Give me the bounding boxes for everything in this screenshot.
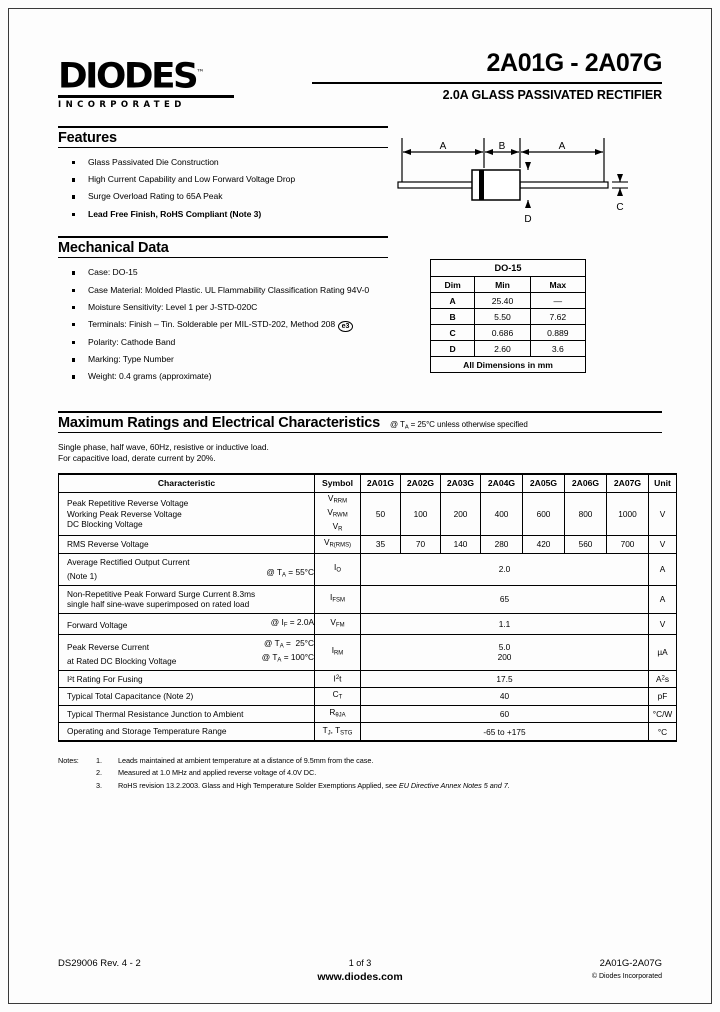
table-row [59, 688, 677, 706]
footer-center [260, 958, 460, 983]
note-text: Measured at 1.0 MHz and applied reverse voltage of 4.0V DC. [118, 768, 317, 778]
value-2a01g: 50 [361, 492, 401, 535]
value-2a01g: 35 [361, 536, 401, 554]
mechanical-list [58, 267, 388, 383]
features-heading-block [58, 126, 388, 148]
dim-cell: C [431, 325, 475, 341]
list-item [58, 319, 388, 332]
ratings-rule-bottom [58, 432, 662, 433]
value-2a07g: 700 [607, 536, 649, 554]
row-condition: @ $T_A = 25^\circ C$ [264, 637, 314, 650]
list-item: Case Material: Molded Plastic. UL Flammability Classification Rating 94V-0 [58, 285, 388, 297]
dim-col-header: Min [475, 277, 530, 293]
value-all-parts: 17.5 [361, 670, 649, 688]
preamble-line-1: Single phase, half wave, 60Hz, resistive or inductive load. [58, 441, 269, 452]
col-header-symbol: Symbol [315, 474, 361, 493]
row-characteristic [59, 670, 315, 688]
row-unit: V [649, 613, 677, 634]
list-item: Moisture Sensitivity: Level 1 per J-STD-020C [58, 302, 388, 314]
value-2a04g: 280 [481, 536, 523, 554]
col-header-2a03g: 2A03G [441, 474, 481, 493]
value-all-parts: 60 [361, 705, 649, 723]
footer-part-number: 2A01G-2A07G [599, 958, 662, 969]
dim-cell: 0.686 [475, 325, 530, 341]
title-block [312, 48, 662, 102]
table-row [59, 723, 677, 741]
dim-label-a-left: A [439, 141, 447, 152]
dim-label-b: B [498, 141, 506, 152]
row-condition: @ $T_A = 100^\circ C$ [261, 652, 314, 664]
list-item [92, 780, 662, 791]
footer-left [58, 958, 238, 969]
list-item: Surge Overload Rating to 65A Peak [58, 191, 388, 203]
row-condition: @ $T_A = 55^\circ C$ [266, 567, 314, 579]
value-2a05g: 420 [523, 536, 565, 554]
row-unit: $A^2s$ [649, 670, 677, 688]
features-heading: Features [58, 130, 117, 146]
row-characteristic [59, 723, 315, 741]
ratings-table [58, 473, 677, 742]
dim-cell: 0.889 [530, 325, 585, 341]
char-line: Peak Repetitive Reverse Voltage [67, 498, 189, 509]
value-all-parts [361, 634, 649, 670]
logo-subtext: INCORPORATED [58, 99, 186, 110]
dim-col-header: Max [530, 277, 585, 293]
row-characteristic [59, 688, 315, 706]
mechanical-rule-top [58, 236, 388, 238]
list-item: Glass Passivated Die Construction [58, 157, 388, 169]
value-2a03g: 140 [441, 536, 481, 554]
row-symbol: $V_{RRM}$ $V_{RWM}$ $V_R$ [315, 492, 361, 535]
row-symbol: $I_O$ [315, 553, 361, 585]
row-symbol: $I_{FSM}$ [315, 585, 361, 613]
do15-outline-svg [392, 124, 662, 236]
title-divider [312, 82, 662, 84]
table-row [59, 670, 677, 688]
dim-label-c: C [616, 202, 624, 213]
page-subtitle: 2.0A GLASS PASSIVATED RECTIFIER [442, 88, 662, 102]
col-header-2a04g: 2A04G [481, 474, 523, 493]
table-row [431, 260, 586, 277]
table-header-row [59, 474, 677, 493]
package-drawing [392, 124, 662, 241]
trademark-icon: ™ [196, 68, 205, 77]
value-2a07g: 1000 [607, 492, 649, 535]
features-list [58, 157, 388, 220]
dim-cell: B [431, 309, 475, 325]
notes-list [92, 755, 662, 793]
row-characteristic [59, 492, 315, 535]
terminals-text: Terminals: Finish – Tin. Solderable per MIL-STD-202, Method 208 [88, 318, 336, 329]
row-symbol: $V_{R(RMS)}$ [315, 536, 361, 554]
ratings-heading: Maximum Ratings and Electrical Characteristics [58, 414, 381, 431]
row-unit: V [649, 536, 677, 554]
value-all-parts: 40 [361, 688, 649, 706]
value-line: 200 [497, 652, 512, 663]
mechanical-heading: Mechanical Data [58, 240, 169, 257]
features-rule-bottom [58, 147, 388, 148]
document-revision: DS29006 Rev. 4 - 2 [58, 958, 141, 969]
table-row [59, 553, 677, 585]
row-unit: °C [649, 723, 677, 741]
char-line: Typical Total Capacitance (Note 2) [67, 691, 194, 702]
list-item: High Current Capability and Low Forward Voltage Drop [58, 174, 388, 186]
list-item [92, 767, 662, 778]
value-all-parts: 2.0 [361, 553, 649, 585]
char-line: I²t Rating For Fusing [67, 673, 143, 684]
row-symbol: $I^2t$ [315, 670, 361, 688]
col-header-unit: Unit [649, 474, 677, 493]
table-row [431, 309, 586, 325]
char-line: Peak Reverse Current [67, 641, 150, 652]
char-line: RMS Reverse Voltage [67, 539, 149, 550]
mechanical-heading-block [58, 236, 388, 258]
table-row [59, 634, 677, 670]
dim-cell: 25.40 [475, 293, 530, 309]
value-2a06g: 560 [565, 536, 607, 554]
dim-table-footer: All Dimensions in mm [431, 357, 586, 373]
dimensions-table [430, 259, 586, 373]
row-unit: V [649, 492, 677, 535]
table-row [431, 341, 586, 357]
page-title: 2A01G - 2A07G [486, 49, 662, 77]
value-all-parts: 1.1 [361, 613, 649, 634]
dim-cell: 2.60 [475, 341, 530, 357]
char-line: DC Blocking Voltage [67, 519, 143, 530]
table-row [431, 357, 586, 373]
preamble-line-2: For capacitive load, derate current by 20%. [58, 452, 216, 463]
dim-cell: 3.6 [530, 341, 585, 357]
value-2a03g: 200 [441, 492, 481, 535]
list-item [92, 755, 662, 766]
row-unit: °C/W [649, 705, 677, 723]
copyright-notice: © Diodes Incorporated [591, 973, 662, 980]
table-row [59, 536, 677, 554]
mechanical-rule-bottom [58, 257, 388, 258]
row-symbol: $V_{FM}$ [315, 613, 361, 634]
page-number: 1 of 3 [348, 958, 372, 968]
note-number: 3. [96, 780, 102, 790]
page-header [58, 48, 662, 110]
note-number: 2. [96, 768, 102, 778]
dim-cell: — [530, 293, 585, 309]
table-row [431, 325, 586, 341]
upper-section [58, 110, 662, 389]
row-characteristic [59, 705, 315, 723]
table-row [59, 492, 677, 535]
row-symbol: $T_J$, $T_{STG}$ [315, 723, 361, 741]
char-line: Forward Voltage [67, 620, 128, 631]
char-line: Non-Repetitive Peak Forward Surge Current 8.3ms [67, 588, 256, 599]
note-text-italic: EU Directive Annex Notes 5 and 7. [398, 780, 510, 790]
col-header-2a06g: 2A06G [565, 474, 607, 493]
char-line: (Note 1) [67, 570, 97, 581]
value-all-parts: -65 to +175 [361, 723, 649, 741]
value-all-parts: 65 [361, 585, 649, 613]
table-row [59, 705, 677, 723]
logo-wordmark: DIODES™ [58, 56, 205, 97]
table-row [59, 613, 677, 634]
features-rule-top [58, 126, 388, 128]
dim-cell: 5.50 [475, 309, 530, 325]
table-row [431, 293, 586, 309]
row-symbol: $C_T$ [315, 688, 361, 706]
value-2a02g: 70 [401, 536, 441, 554]
value-2a06g: 800 [565, 492, 607, 535]
char-line: single half sine-wave superimposed on rated load [67, 599, 250, 610]
row-condition: @ $I_F = 2.0A$ [270, 616, 314, 629]
row-characteristic [59, 553, 315, 585]
footer-right [482, 958, 662, 980]
row-unit: A [649, 553, 677, 585]
row-characteristic [59, 634, 315, 670]
value-2a05g: 600 [523, 492, 565, 535]
dim-table-title: DO-15 [431, 260, 586, 277]
value-2a02g: 100 [401, 492, 441, 535]
row-characteristic [59, 613, 315, 634]
notes-label: Notes: [58, 755, 79, 765]
ratings-heading-note: @ $T_A = 25^\circ C$ unless otherwise specified [390, 419, 528, 431]
note-number: 1. [96, 755, 102, 765]
char-line: Working Peak Reverse Voltage [67, 508, 182, 519]
row-unit: A [649, 585, 677, 613]
list-item: Polarity: Cathode Band [58, 337, 388, 349]
left-column [58, 110, 388, 389]
dim-col-header: Dim [431, 277, 475, 293]
dim-cell: 7.62 [530, 309, 585, 325]
char-line: Average Rectified Output Current [67, 556, 190, 567]
dimensions-table-wrap [430, 259, 586, 373]
table-row [59, 585, 677, 613]
list-item: Marking: Type Number [58, 354, 388, 366]
ratings-heading-block [58, 411, 662, 433]
diodes-logo [58, 48, 258, 110]
row-symbol: $R_{\theta JA}$ [315, 705, 361, 723]
page-footer [58, 958, 662, 983]
dim-label-d: D [524, 214, 532, 225]
dim-label-a-right: A [558, 141, 566, 152]
char-line: at Rated DC Blocking Voltage [67, 655, 177, 666]
row-symbol: $I_{RM}$ [315, 634, 361, 670]
col-header-characteristic: Characteristic [59, 474, 315, 493]
col-header-2a05g: 2A05G [523, 474, 565, 493]
list-item: Weight: 0.4 grams (approximate) [58, 371, 388, 383]
char-line: Typical Thermal Resistance Junction to Ambient [67, 708, 244, 719]
website-link[interactable]: www.diodes.com [317, 971, 403, 983]
row-characteristic [59, 585, 315, 613]
value-2a04g: 400 [481, 492, 523, 535]
row-unit: µA [649, 634, 677, 670]
table-row [431, 277, 586, 293]
col-header-2a01g: 2A01G [361, 474, 401, 493]
e3-lead-free-icon: e3 [338, 321, 353, 332]
note-text [118, 780, 662, 791]
note-text-plain: RoHS revision 13.2.2003. Glass and High Temperature Solder Exemptions Applied, see [118, 780, 399, 790]
notes-section [58, 755, 662, 793]
list-item: Case: DO-15 [58, 267, 388, 279]
row-unit: pF [649, 688, 677, 706]
value-line: 5.0 [498, 642, 511, 653]
ratings-preamble [58, 442, 662, 464]
col-header-2a02g: 2A02G [401, 474, 441, 493]
char-line: Operating and Storage Temperature Range [67, 726, 227, 737]
dim-cell: D [431, 341, 475, 357]
note-text: Leads maintained at ambient temperature at a distance of 9.5mm from the case. [118, 755, 374, 765]
dim-cell: A [431, 293, 475, 309]
col-header-2a07g: 2A07G [607, 474, 649, 493]
list-item: Lead Free Finish, RoHS Compliant (Note 3) [58, 209, 388, 221]
right-column [388, 110, 662, 389]
page-content [58, 48, 673, 792]
row-characteristic [59, 536, 315, 554]
